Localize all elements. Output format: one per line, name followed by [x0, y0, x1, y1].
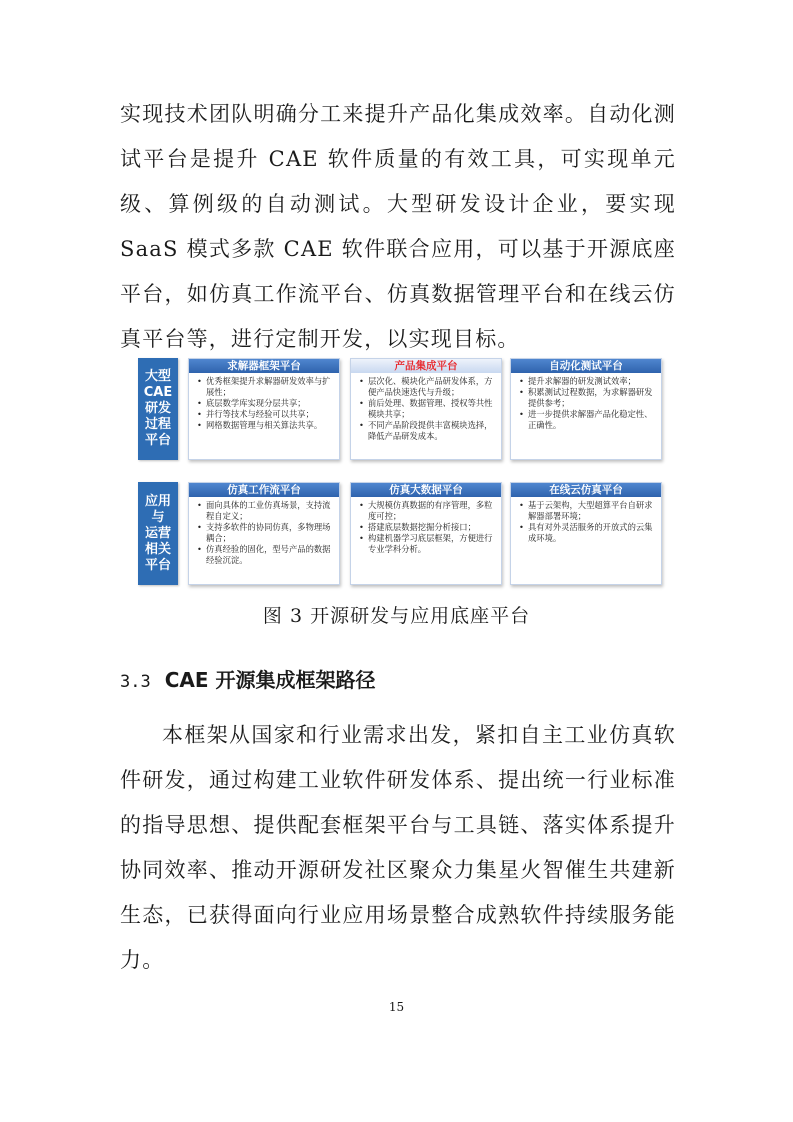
card-item: • 支持多软件的协同仿真，多物理场耦合； [197, 522, 335, 544]
platform-figure [138, 354, 662, 586]
section-title: CAE 开源集成框架路径 [164, 668, 376, 692]
card-item: • 前后处理、数据管理、授权等共性模块共享； [359, 398, 497, 420]
card-item: • 网格数据管理与相关算法共享。 [197, 420, 335, 431]
card-item: • 基于云架构，大型超算平台自研求解器部署环境； [519, 500, 657, 522]
card-item: • 并行等技术与经验可以共享； [197, 409, 335, 420]
card-title: 求解器框架平台 [189, 359, 339, 373]
card-item: • 搭建底层数据挖掘分析接口； [359, 522, 497, 533]
group-label-rd: 大型 CAE 研发 过程 平台 [138, 358, 178, 460]
card-solver-framework [188, 358, 340, 460]
card-title: 仿真大数据平台 [351, 483, 501, 497]
card-item: • 进一步提供求解器产品化稳定性、正确性。 [519, 409, 657, 431]
card-item: • 底层数学库实现分层共享； [197, 398, 335, 409]
card-title: 产品集成平台 [351, 359, 501, 373]
card-simulation-big-data [350, 482, 502, 585]
figure-caption: 图 3 开源研发与应用底座平台 [262, 605, 531, 627]
group-label-app: 应用 与 运营 相关 平台 [138, 482, 178, 585]
card-automated-testing [510, 358, 662, 460]
page-number: 15 [388, 1000, 405, 1014]
card-title: 仿真工作流平台 [189, 483, 339, 497]
body-paragraph: 本框架从国家和行业需求出发，紧扣自主工业仿真软件研发，通过构建工业软件研发体系、提出统一行业标准的指导思想、提供配套框架平台与工具链、落实体系提升协同效率、推动开源研发社区聚众力集星火智催生共建新生态，已获得面向行业应用场景整合成熟软件持续服务能力。 [120, 723, 676, 972]
card-item: • 优秀框架提升求解器研发效率与扩展性； [197, 376, 335, 398]
card-product-integration [350, 358, 502, 460]
card-title: 在线云仿真平台 [511, 483, 661, 497]
card-title: 自动化测试平台 [511, 359, 661, 373]
card-item: • 层次化、模块化产品研发体系，方便产品快速迭代与升级； [359, 376, 497, 398]
section-number: 3.3 [120, 672, 151, 692]
intro-paragraph: 实现技术团队明确分工来提升产品化集成效率。自动化测试平台是提升 CAE 软件质量的有效工具，可实现单元级、算例级的自动测试。大型研发设计企业，要实现 SaaS 模式多款 CAE 软件联合应用，可以基于开源底座平台，如仿真工作流平台、仿真数据管理平台和在线云仿真平台等，进行定制开发，以实现目标。 [120, 102, 676, 351]
card-item: • 构建机器学习底层框架，方便进行专业学科分析。 [359, 533, 497, 555]
card-simulation-workflow [188, 482, 340, 585]
card-item: • 积累测试过程数据，为求解器研发提供参考； [519, 387, 657, 409]
card-item: • 仿真经验的固化，型号产品的数据经验沉淀。 [197, 544, 335, 566]
card-item: • 提升求解器的研发测试效率； [519, 376, 657, 387]
card-item: • 大规模仿真数据的有序管理，多粒度可控； [359, 500, 497, 522]
section-heading [120, 664, 376, 693]
card-item: • 具有对外灵活服务的开放式的云集成环境。 [519, 522, 657, 544]
card-item: • 面向具体的工业仿真场景，支持流程自定义； [197, 500, 335, 522]
card-item: • 不同产品阶段提供丰富模块选择，降低产品研发成本。 [359, 420, 497, 442]
card-cloud-simulation [510, 482, 662, 585]
